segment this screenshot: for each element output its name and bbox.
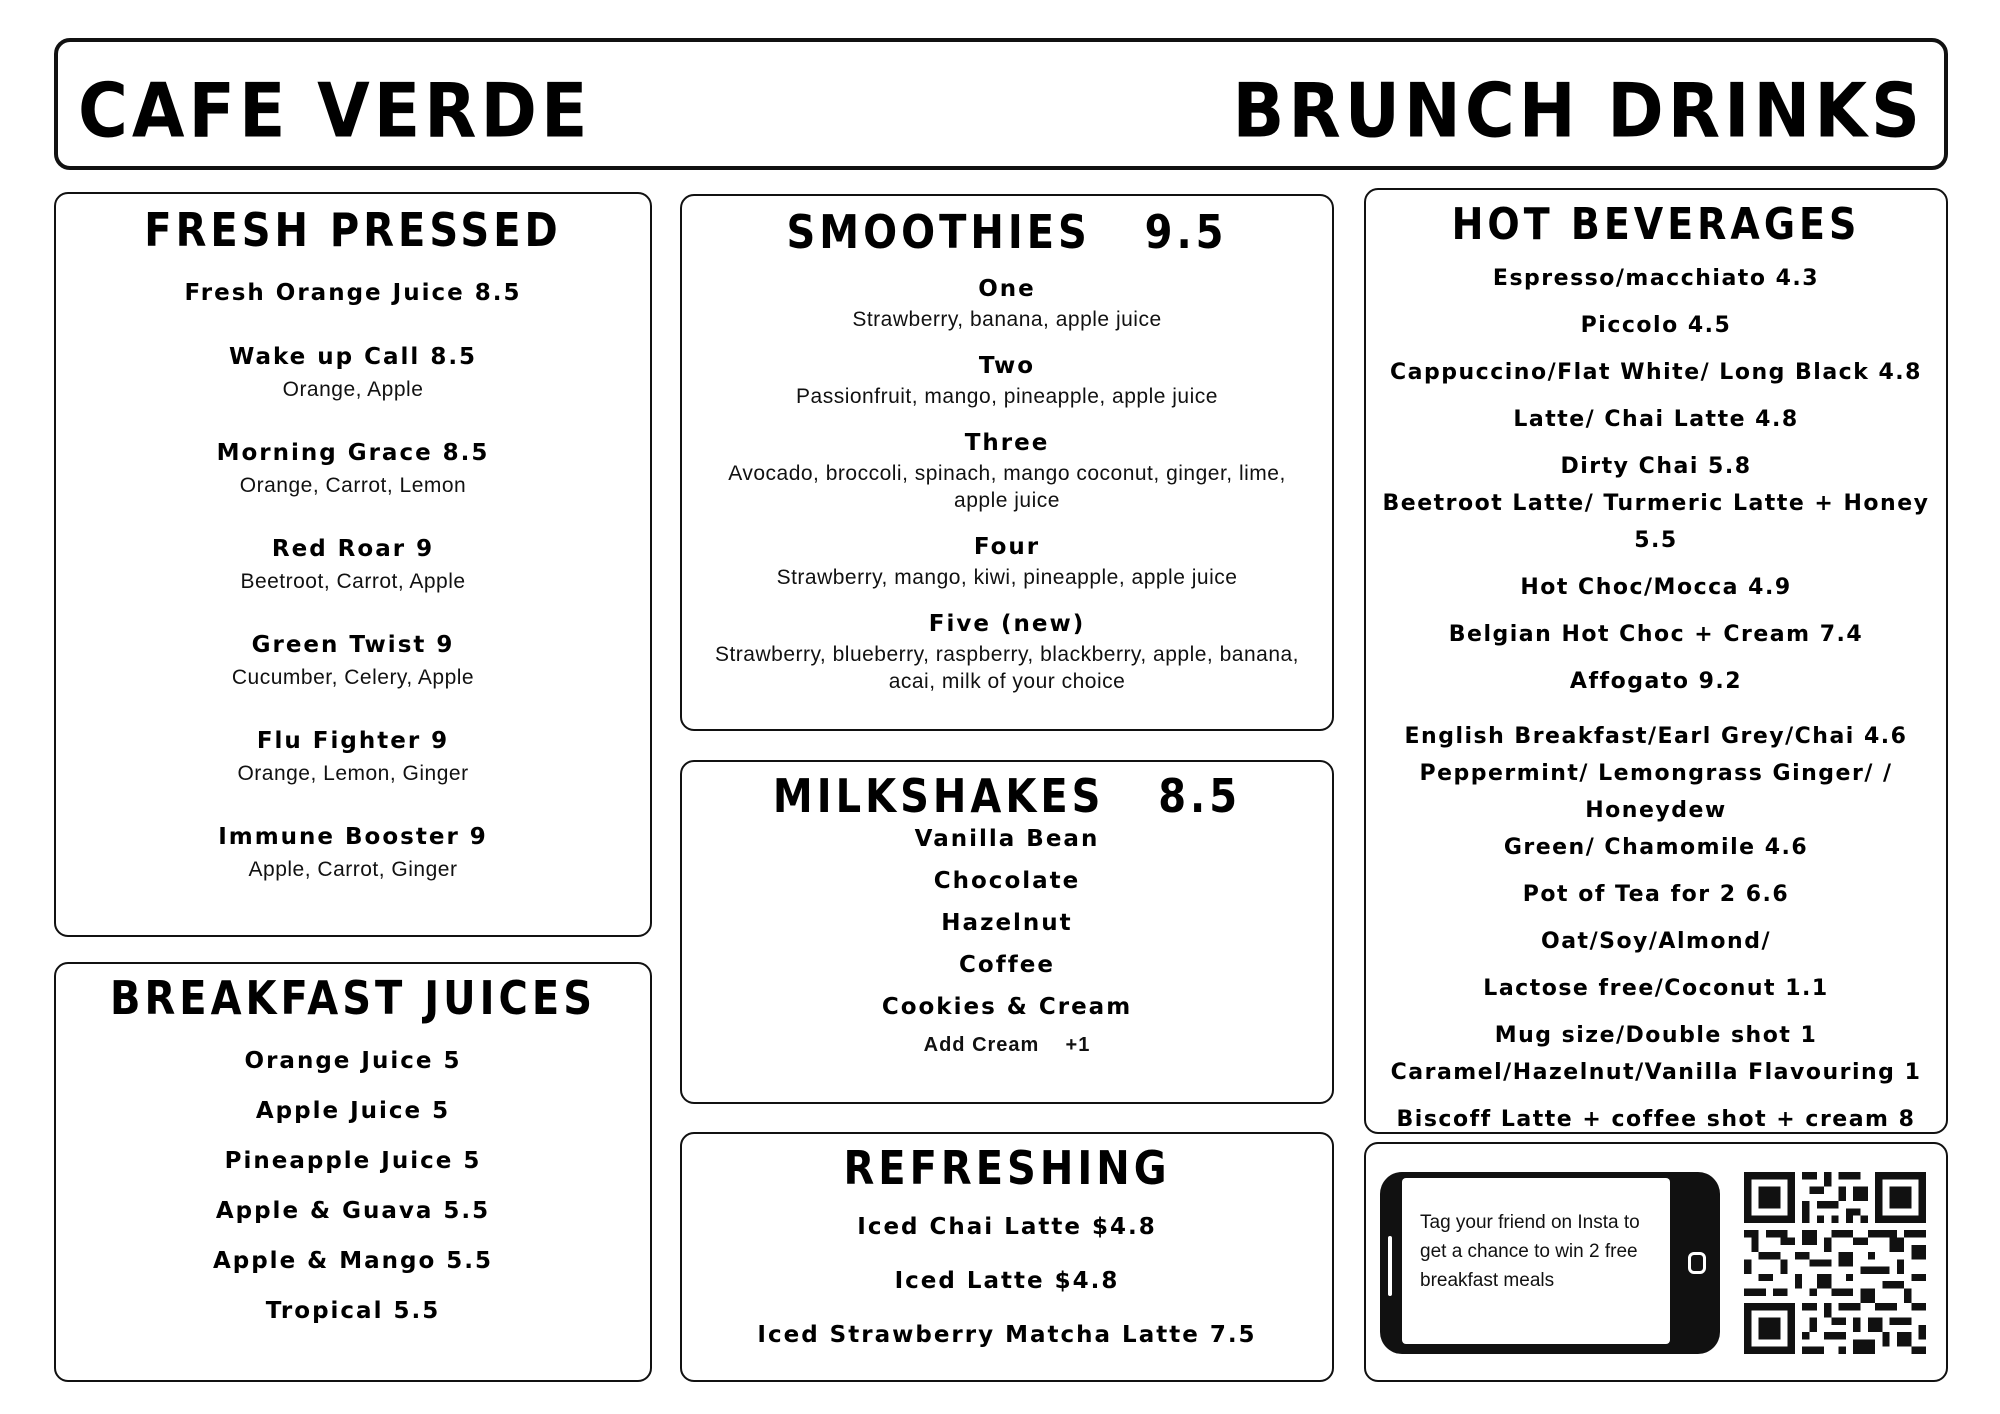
menu-item: Latte/ Chai Latte 4.8 bbox=[1513, 407, 1799, 432]
menu-item-name: Fresh Orange Juice 8.5 bbox=[184, 280, 522, 306]
menu-item: Beetroot Latte/ Turmeric Latte + Honey 5.5 bbox=[1382, 491, 1930, 553]
menu-item: Apple & Mango 5.5 bbox=[212, 1248, 494, 1274]
menu-item: Hazelnut bbox=[941, 910, 1073, 936]
menu-title: BRUNCH DRINKS bbox=[1232, 68, 1924, 155]
menu-item: Piccolo 4.5 bbox=[1580, 313, 1732, 338]
menu-item: English Breakfast/Earl Grey/Chai 4.6 bbox=[1404, 724, 1908, 749]
menu-item: Iced Chai Latte $4.8 bbox=[857, 1214, 1157, 1240]
menu-item: Biscoff Latte + coffee shot + cream 8 bbox=[1396, 1107, 1916, 1132]
menu-item: Hot Choc/Mocca 4.9 bbox=[1520, 575, 1792, 600]
menu-item-name: One bbox=[978, 276, 1036, 302]
menu-item: Cookies & Cream bbox=[881, 994, 1133, 1020]
menu-item-name: Five (new) bbox=[928, 611, 1086, 637]
refreshing-section bbox=[680, 1132, 1334, 1382]
menu-item-description: Orange, Apple bbox=[282, 378, 424, 401]
section-title: BREAKFAST JUICES bbox=[109, 972, 596, 1026]
menu-item-name: Green Twist 9 bbox=[251, 632, 455, 658]
menu-item-name: Immune Booster 9 bbox=[218, 824, 488, 850]
section-title: SMOOTHIES 9.5 bbox=[786, 206, 1228, 260]
menu-item: Apple Juice 5 bbox=[255, 1098, 451, 1124]
menu-item: Caramel/Hazelnut/Vanilla Flavouring 1 bbox=[1390, 1060, 1922, 1085]
smoothies-section bbox=[680, 194, 1334, 731]
menu-item-name: Wake up Call 8.5 bbox=[228, 344, 478, 370]
menu-item: Orange Juice 5 bbox=[244, 1048, 462, 1074]
menu-item: Lactose free/Coconut 1.1 bbox=[1483, 976, 1829, 1001]
phone-icon bbox=[1380, 1172, 1720, 1354]
menu-item: Espresso/macchiato 4.3 bbox=[1492, 266, 1820, 291]
menu-item: Pot of Tea for 2 6.6 bbox=[1522, 882, 1790, 907]
menu-item bbox=[56, 280, 650, 306]
menu-item bbox=[56, 440, 650, 498]
menu-item bbox=[56, 728, 650, 786]
fresh-pressed-section bbox=[54, 192, 652, 937]
menu-item-description: Orange, Lemon, Ginger bbox=[237, 762, 469, 785]
menu-item bbox=[56, 344, 650, 402]
menu-item bbox=[682, 276, 1332, 333]
menu-item: Iced Strawberry Matcha Latte 7.5 bbox=[757, 1322, 1257, 1348]
menu-item bbox=[56, 824, 650, 882]
cafe-name: CAFE VERDE bbox=[78, 68, 592, 155]
menu-item: Apple & Guava 5.5 bbox=[215, 1198, 491, 1224]
promo-text: Tag your friend on Insta to get a chance to win 2 free breakfast meals bbox=[1420, 1212, 1640, 1291]
menu-item-name: Four bbox=[973, 534, 1041, 560]
menu-item: Oat/Soy/Almond/ bbox=[1541, 929, 1771, 954]
milkshakes-section bbox=[680, 760, 1334, 1104]
menu-item bbox=[682, 353, 1332, 410]
section-title: HOT BEVERAGES bbox=[1451, 198, 1861, 250]
menu-item-name: Morning Grace 8.5 bbox=[216, 440, 490, 466]
menu-item-description: Strawberry, banana, apple juice bbox=[852, 308, 1162, 331]
phone-screen bbox=[1402, 1178, 1670, 1344]
menu-item bbox=[56, 536, 650, 594]
menu-item: Chocolate bbox=[933, 868, 1081, 894]
menu-item bbox=[56, 632, 650, 690]
phone-home-button bbox=[1688, 1252, 1706, 1274]
menu-item: Vanilla Bean bbox=[914, 826, 1100, 852]
section-title: REFRESHING bbox=[843, 1142, 1171, 1196]
breakfast-juices-section bbox=[54, 962, 652, 1382]
section-title: FRESH PRESSED bbox=[144, 204, 562, 258]
menu-item bbox=[682, 430, 1332, 514]
hot-beverages-section bbox=[1364, 188, 1948, 1134]
menu-item-description: Passionfruit, mango, pineapple, apple juice bbox=[796, 385, 1218, 408]
menu-item: Tropical 5.5 bbox=[265, 1298, 441, 1324]
menu-item-description: Avocado, broccoli, spinach, mango coconut, ginger, lime, apple juice bbox=[728, 462, 1286, 512]
menu-item-description: Cucumber, Celery, Apple bbox=[231, 666, 475, 689]
menu-item: Coffee bbox=[959, 952, 1055, 978]
menu-item-name: Red Roar 9 bbox=[271, 536, 435, 562]
menu-item: Dirty Chai 5.8 bbox=[1560, 454, 1752, 479]
menu-item: Mug size/Double shot 1 bbox=[1494, 1023, 1818, 1048]
promo-section bbox=[1364, 1142, 1948, 1382]
menu-item-name: Three bbox=[964, 430, 1050, 456]
add-cream-extra: Add Cream +1 bbox=[923, 1034, 1091, 1056]
menu-item: Green/ Chamomile 4.6 bbox=[1503, 835, 1809, 860]
menu-header bbox=[54, 38, 1948, 170]
menu-item: Peppermint/ Lemongrass Ginger/ / Honeydew bbox=[1419, 761, 1893, 823]
menu-item-description: Apple, Carrot, Ginger bbox=[248, 858, 458, 881]
menu-item-description: Strawberry, mango, kiwi, pineapple, apple juice bbox=[776, 566, 1238, 589]
menu-item: Pineapple Juice 5 bbox=[224, 1148, 482, 1174]
menu-item: Affogato 9.2 bbox=[1569, 669, 1743, 694]
section-title: MILKSHAKES 8.5 bbox=[772, 770, 1242, 824]
menu-item bbox=[682, 534, 1332, 591]
menu-item-description: Strawberry, blueberry, raspberry, blackberry, apple, banana, acai, milk of your choice bbox=[714, 643, 1300, 693]
phone-speaker bbox=[1388, 1236, 1392, 1296]
menu-item-description: Orange, Carrot, Lemon bbox=[239, 474, 467, 497]
menu-item-name: Two bbox=[978, 353, 1036, 379]
menu-item: Iced Latte $4.8 bbox=[894, 1268, 1120, 1294]
menu-item: Cappuccino/Flat White/ Long Black 4.8 bbox=[1390, 360, 1922, 385]
menu-item-description: Beetroot, Carrot, Apple bbox=[240, 570, 466, 593]
menu-item bbox=[682, 611, 1332, 695]
qr-code-icon[interactable] bbox=[1744, 1172, 1926, 1354]
menu-item: Belgian Hot Choc + Cream 7.4 bbox=[1448, 622, 1864, 647]
menu-item-name: Flu Fighter 9 bbox=[256, 728, 450, 754]
